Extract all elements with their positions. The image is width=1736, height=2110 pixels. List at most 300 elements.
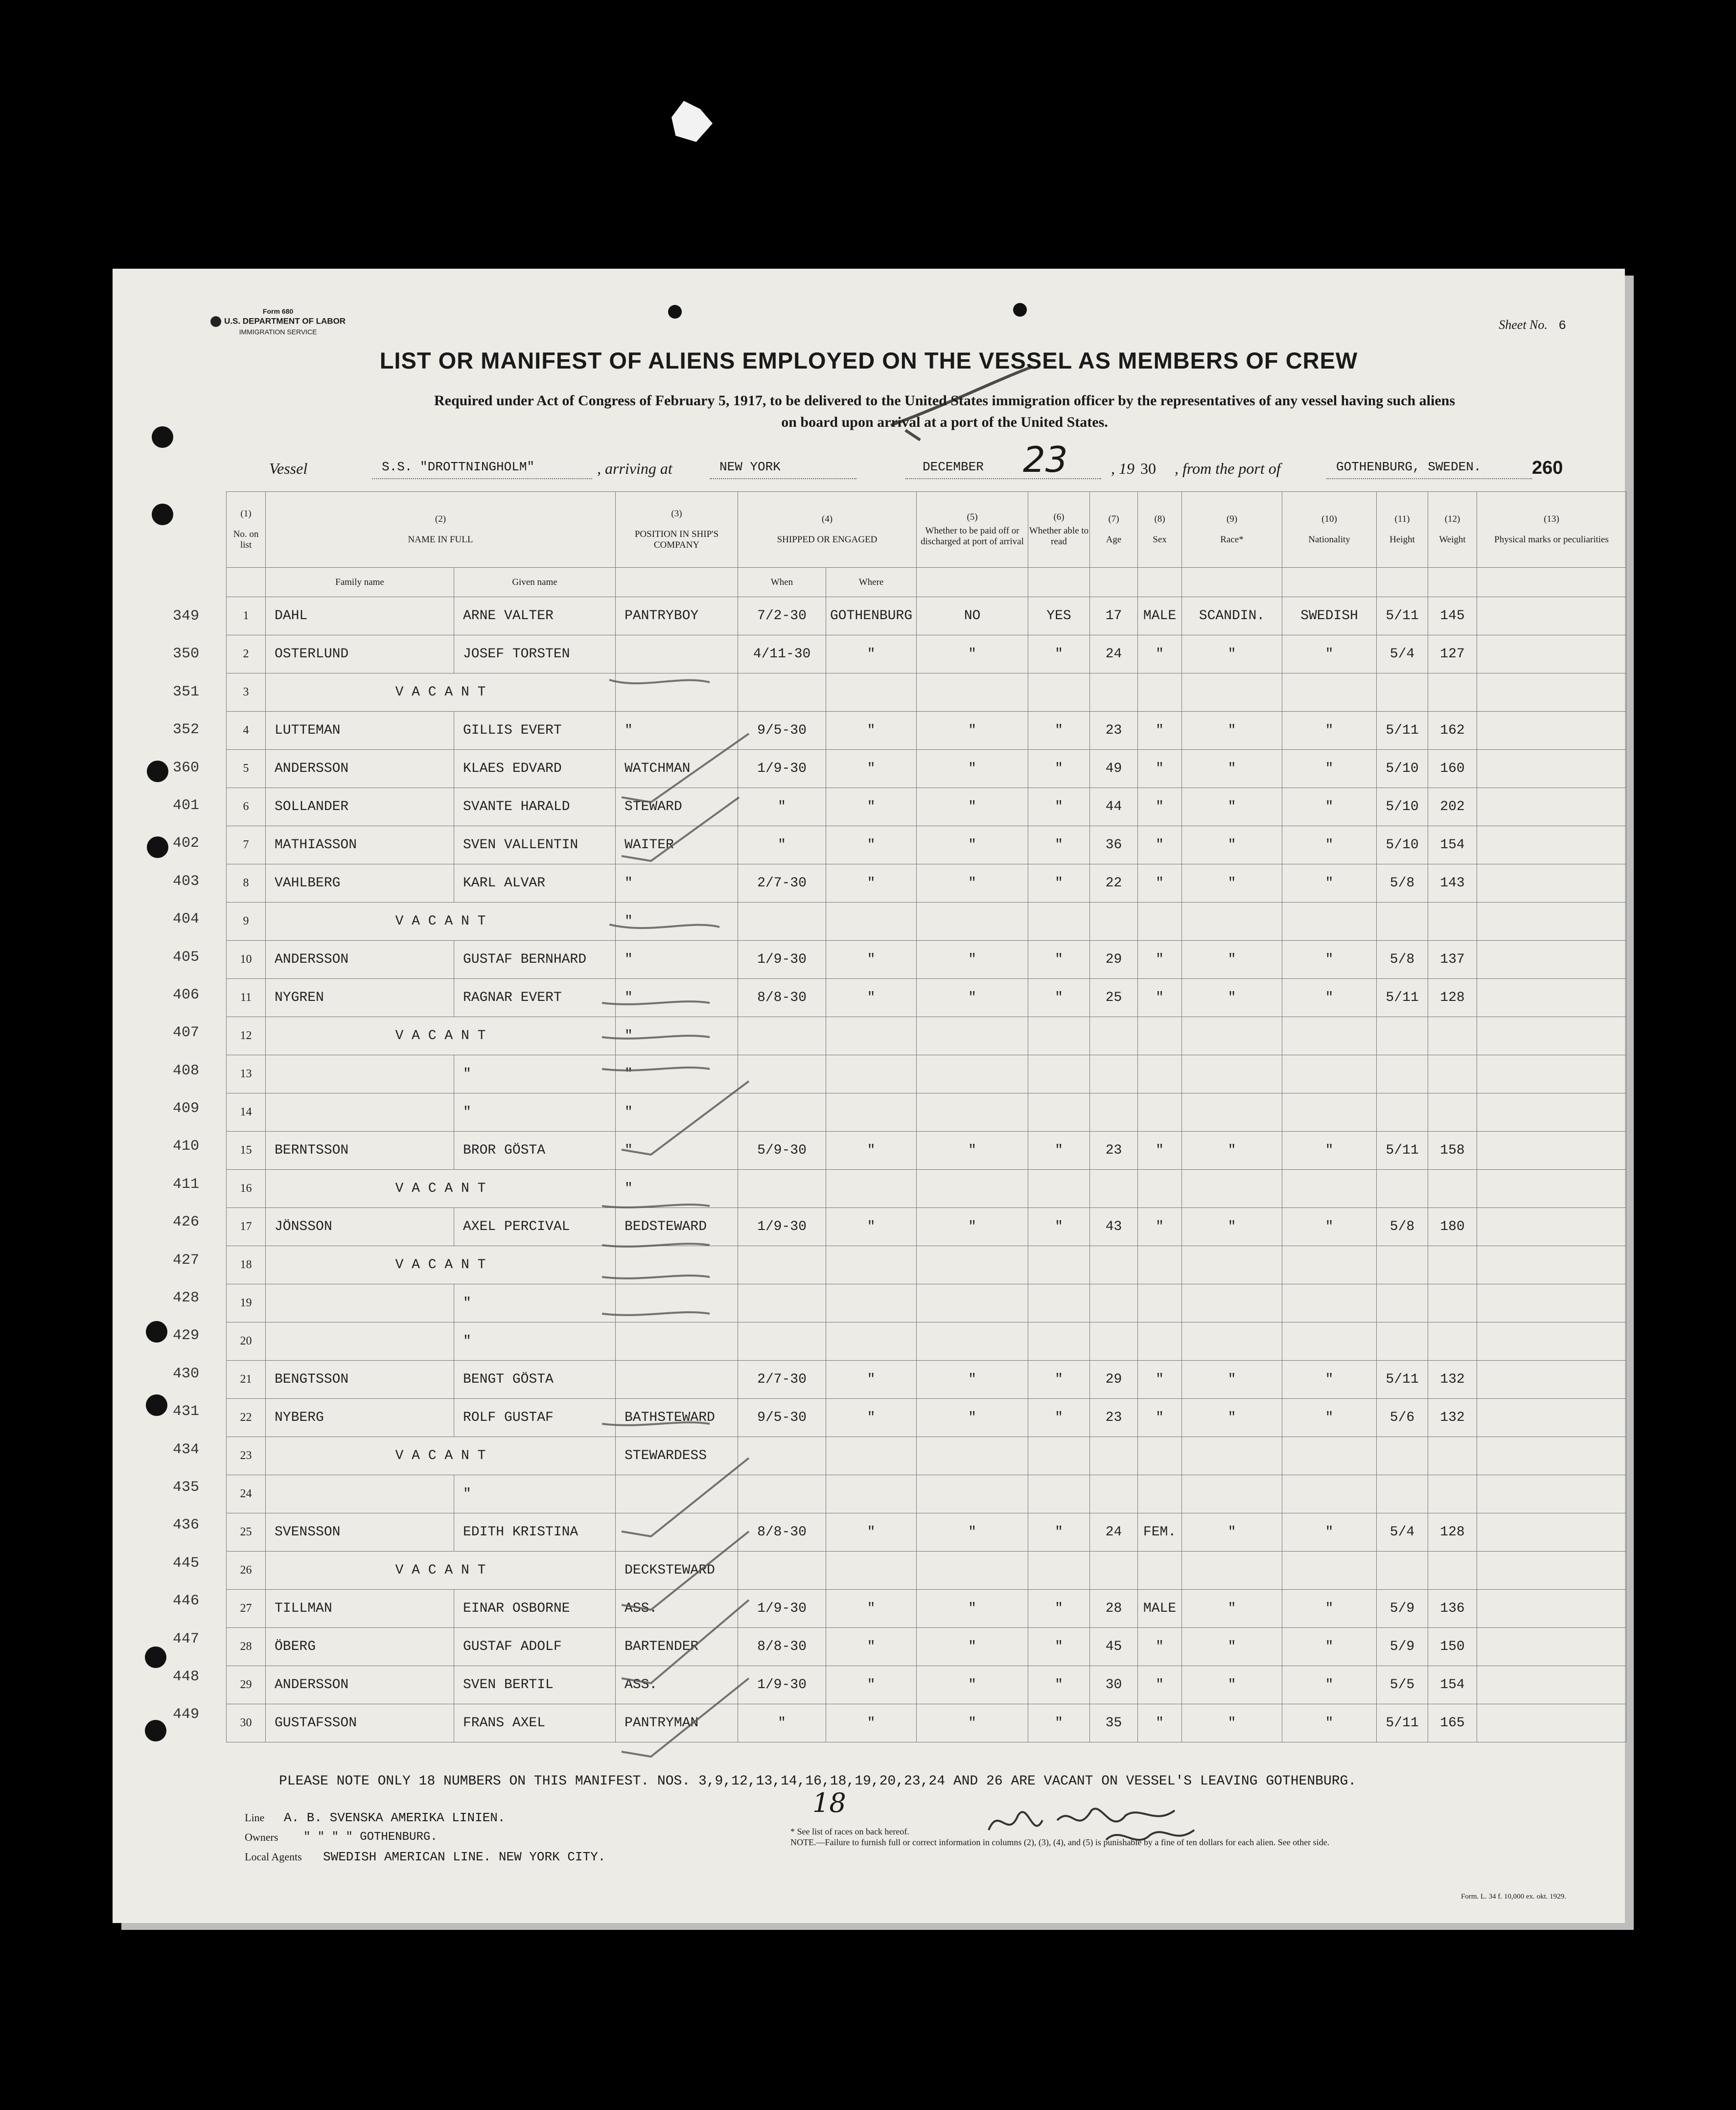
cell-family: BERNTSSON: [266, 1132, 454, 1170]
cell-when: 8/8-30: [738, 1513, 826, 1552]
cell-marks: [1477, 864, 1626, 903]
cell-race: ": [1182, 1208, 1282, 1246]
cell-marks: [1477, 1437, 1626, 1475]
left-margin-number: 428: [172, 1290, 199, 1307]
cell-where: [826, 1170, 917, 1208]
cell-where: ": [826, 864, 917, 903]
cell-sex: [1138, 673, 1182, 712]
cell-paid: ": [917, 712, 1028, 750]
col-header-paid-off: (5) Whether to be paid off or discharged at port of arrival: [917, 492, 1028, 568]
cell-where: ": [826, 826, 917, 864]
cell-given: ": [454, 1322, 616, 1361]
cell-position: ASS.: [616, 1590, 738, 1628]
cell-position: ": [616, 1093, 738, 1132]
row-number: 18: [227, 1246, 266, 1284]
cell-race: [1182, 673, 1282, 712]
cell-family: NYBERG: [266, 1399, 454, 1437]
cell-paid: ": [917, 635, 1028, 673]
cell-position: PANTRYBOY: [616, 597, 738, 635]
cell-age: [1090, 1284, 1138, 1322]
cell-paid: [917, 903, 1028, 941]
cell-weight: 137: [1428, 941, 1477, 979]
cell-marks: [1477, 826, 1626, 864]
cell-where: [826, 1552, 917, 1590]
left-margin-number: 360: [172, 759, 199, 776]
cell-paid: ": [917, 1361, 1028, 1399]
col-header-shipped: (4) SHIPPED OR ENGAGED: [738, 492, 917, 568]
table-row: [227, 673, 1626, 712]
vacant-entry: V A C A N T: [266, 903, 616, 941]
owners-value: " " " " GOTHENBURG.: [303, 1831, 438, 1844]
cell-family: BENGTSSON: [266, 1361, 454, 1399]
cell-marks: [1477, 1284, 1626, 1322]
cell-given: SVANTE HARALD: [454, 788, 616, 826]
cell-paid: [917, 1093, 1028, 1132]
cell-when: 2/7-30: [738, 864, 826, 903]
cell-nationality: SWEDISH: [1282, 597, 1377, 635]
cell-where: [826, 1093, 917, 1132]
cell-weight: 132: [1428, 1361, 1477, 1399]
cell-marks: [1477, 1322, 1626, 1361]
cell-position: DECKSTEWARD: [616, 1552, 738, 1590]
cell-race: [1182, 1017, 1282, 1055]
cell-nationality: ": [1282, 1513, 1377, 1552]
department-header: [210, 307, 346, 337]
col-header-age: (7) Age: [1090, 492, 1138, 568]
row-number: 14: [227, 1093, 266, 1132]
left-margin-number: 401: [172, 797, 199, 814]
cell-family: [266, 1055, 454, 1093]
cell-marks: [1477, 1208, 1626, 1246]
col-header-when: When: [738, 568, 826, 597]
cell-when: ": [738, 788, 826, 826]
cell-sex: MALE: [1138, 1590, 1182, 1628]
cell-age: 25: [1090, 979, 1138, 1017]
cell-given: FRANS AXEL: [454, 1704, 616, 1742]
cell-family: [266, 1093, 454, 1132]
cell-position: STEWARD: [616, 788, 738, 826]
cell-where: ": [826, 1704, 917, 1742]
row-number: 24: [227, 1475, 266, 1513]
cell-when: [738, 1284, 826, 1322]
row-number: 4: [227, 712, 266, 750]
cell-given: GILLIS EVERT: [454, 712, 616, 750]
inspector-signature: [979, 1796, 1224, 1855]
agents-label: Local Agents: [245, 1851, 302, 1863]
cell-nationality: ": [1282, 1590, 1377, 1628]
cell-age: 30: [1090, 1666, 1138, 1704]
cell-race: ": [1182, 826, 1282, 864]
cell-age: 24: [1090, 635, 1138, 673]
table-row: [227, 750, 1626, 788]
cell-sex: MALE: [1138, 597, 1182, 635]
cell-race: ": [1182, 1361, 1282, 1399]
subtitle-line-2: on board upon arrival at a port of the United States.: [781, 414, 1108, 430]
cell-position: ": [616, 1170, 738, 1208]
cell-nationality: [1282, 1552, 1377, 1590]
cell-family: NYGREN: [266, 979, 454, 1017]
cell-race: ": [1182, 1628, 1282, 1666]
cell-position: ": [616, 941, 738, 979]
cell-sex: ": [1138, 1361, 1182, 1399]
cell-given: KARL ALVAR: [454, 864, 616, 903]
cell-paid: ": [917, 826, 1028, 864]
cell-family: GUSTAFSSON: [266, 1704, 454, 1742]
cell-sex: ": [1138, 1666, 1182, 1704]
cell-where: ": [826, 712, 917, 750]
cell-race: [1182, 1170, 1282, 1208]
cell-weight: 162: [1428, 712, 1477, 750]
row-number: 26: [227, 1552, 266, 1590]
row-number: 27: [227, 1590, 266, 1628]
cell-height: 5/9: [1377, 1628, 1428, 1666]
cell-family: DAHL: [266, 597, 454, 635]
cell-family: LUTTEMAN: [266, 712, 454, 750]
cell-race: [1182, 1093, 1282, 1132]
cell-read: ": [1028, 750, 1090, 788]
cell-nationality: ": [1282, 1666, 1377, 1704]
cell-weight: 202: [1428, 788, 1477, 826]
arrival-month: DECEMBER: [923, 460, 984, 474]
left-margin-number: 407: [172, 1024, 199, 1042]
cell-given: JOSEF TORSTEN: [454, 635, 616, 673]
left-margin-numbers: [157, 598, 215, 1734]
cell-height: 5/11: [1377, 712, 1428, 750]
cell-paid: ": [917, 1628, 1028, 1666]
cell-sex: ": [1138, 979, 1182, 1017]
cell-when: 1/9-30: [738, 1590, 826, 1628]
cell-weight: [1428, 673, 1477, 712]
cell-position: ": [616, 903, 738, 941]
cell-height: [1377, 1170, 1428, 1208]
cell-nationality: [1282, 1284, 1377, 1322]
cell-when: 4/11-30: [738, 635, 826, 673]
vacant-entry: V A C A N T: [266, 1552, 616, 1590]
cell-marks: [1477, 1628, 1626, 1666]
cell-when: 9/5-30: [738, 712, 826, 750]
cell-height: 5/8: [1377, 941, 1428, 979]
cell-sex: [1138, 1093, 1182, 1132]
cell-position: BARTENDER: [616, 1628, 738, 1666]
cell-marks: [1477, 750, 1626, 788]
cell-read: [1028, 1055, 1090, 1093]
service-name: IMMIGRATION SERVICE: [239, 328, 317, 336]
cell-paid: [917, 1055, 1028, 1093]
cell-read: ": [1028, 1361, 1090, 1399]
cell-height: 5/5: [1377, 1666, 1428, 1704]
year-prefix: , 19: [1111, 460, 1134, 477]
cell-sex: [1138, 903, 1182, 941]
cell-when: 8/8-30: [738, 1628, 826, 1666]
cell-marks: [1477, 1055, 1626, 1093]
cell-weight: 150: [1428, 1628, 1477, 1666]
cell-given: EDITH KRISTINA: [454, 1513, 616, 1552]
cell-height: [1377, 1322, 1428, 1361]
agents-value: SWEDISH AMERICAN LINE. NEW YORK CITY.: [323, 1850, 606, 1864]
vacant-entry: V A C A N T: [266, 1246, 616, 1284]
cell-family: SVENSSON: [266, 1513, 454, 1552]
cell-where: ": [826, 1132, 917, 1170]
cell-where: [826, 903, 917, 941]
cell-weight: [1428, 1246, 1477, 1284]
col-header-given: Given name: [454, 568, 616, 597]
cell-position: WATCHMAN: [616, 750, 738, 788]
cell-read: ": [1028, 1208, 1090, 1246]
cell-given: ": [454, 1093, 616, 1132]
vessel-name: S.S. "DROTTNINGHOLM": [382, 460, 535, 474]
cell-sex: ": [1138, 864, 1182, 903]
cell-read: [1028, 1284, 1090, 1322]
cell-read: [1028, 1093, 1090, 1132]
vessel-label: Vessel: [269, 460, 308, 477]
cell-nationality: [1282, 1170, 1377, 1208]
races-footnote: * See list of races on back hereof.: [790, 1827, 909, 1836]
row-number: 5: [227, 750, 266, 788]
arriving-label: , arriving at: [597, 460, 672, 477]
cell-position: ": [616, 1132, 738, 1170]
col-header-height: (11) Height: [1377, 492, 1428, 568]
cell-family: VAHLBERG: [266, 864, 454, 903]
cell-where: ": [826, 1399, 917, 1437]
left-margin-number: 445: [172, 1554, 199, 1572]
cell-given: AXEL PERCIVAL: [454, 1208, 616, 1246]
cell-read: [1028, 673, 1090, 712]
cell-sex: ": [1138, 1628, 1182, 1666]
cell-paid: ": [917, 864, 1028, 903]
cell-position: PANTRYMAN: [616, 1704, 738, 1742]
cell-where: ": [826, 1666, 917, 1704]
cell-read: ": [1028, 1399, 1090, 1437]
row-number: 19: [227, 1284, 266, 1322]
from-label: , from the port of: [1175, 460, 1281, 477]
cell-race: [1182, 903, 1282, 941]
cell-height: 5/9: [1377, 1590, 1428, 1628]
cell-given: ": [454, 1284, 616, 1322]
cell-marks: [1477, 673, 1626, 712]
cell-when: [738, 1322, 826, 1361]
cell-when: 7/2-30: [738, 597, 826, 635]
handwritten-count: 18: [812, 1787, 846, 1818]
cell-read: ": [1028, 1628, 1090, 1666]
row-number: 15: [227, 1132, 266, 1170]
row-number: 22: [227, 1399, 266, 1437]
cell-sex: [1138, 1475, 1182, 1513]
cell-sex: [1138, 1017, 1182, 1055]
voyage-line: [269, 439, 1610, 480]
cell-family: OSTERLUND: [266, 635, 454, 673]
cell-age: 45: [1090, 1628, 1138, 1666]
cell-age: [1090, 1093, 1138, 1132]
crew-manifest-table: [226, 491, 1626, 1742]
cell-height: [1377, 1437, 1428, 1475]
cell-nationality: ": [1282, 1704, 1377, 1742]
col-header-name: (2) NAME IN FULL: [266, 492, 616, 568]
punch-hole: [152, 504, 173, 525]
cell-weight: 154: [1428, 826, 1477, 864]
cell-age: 23: [1090, 1399, 1138, 1437]
cell-where: [826, 1055, 917, 1093]
row-number: 12: [227, 1017, 266, 1055]
cell-sex: ": [1138, 1704, 1182, 1742]
left-margin-number: 449: [172, 1706, 199, 1723]
cell-marks: [1477, 597, 1626, 635]
cell-position: [616, 1513, 738, 1552]
cell-given: SVEN BERTIL: [454, 1666, 616, 1704]
cell-height: [1377, 673, 1428, 712]
cell-height: 5/10: [1377, 826, 1428, 864]
cell-weight: 154: [1428, 1666, 1477, 1704]
cell-position: [616, 1246, 738, 1284]
vacant-entry: V A C A N T: [266, 1437, 616, 1475]
vacant-entry: V A C A N T: [266, 673, 616, 712]
cell-marks: [1477, 1590, 1626, 1628]
row-number: 28: [227, 1628, 266, 1666]
cell-height: 5/11: [1377, 1704, 1428, 1742]
cell-nationality: [1282, 1055, 1377, 1093]
cell-weight: 143: [1428, 864, 1477, 903]
page-title: LIST OR MANIFEST OF ALIENS EMPLOYED ON THE VESSEL AS MEMBERS OF CREW: [379, 348, 1358, 373]
cell-paid: ": [917, 979, 1028, 1017]
cell-given: RAGNAR EVERT: [454, 979, 616, 1017]
cell-sex: [1138, 1170, 1182, 1208]
cell-marks: [1477, 712, 1626, 750]
cell-marks: [1477, 788, 1626, 826]
vacancy-note: PLEASE NOTE ONLY 18 NUMBERS ON THIS MANIFEST. NOS. 3,9,12,13,14,16,18,19,20,23,24 AND 26 ARE VACANT ON VESSEL'S LEAVING GOTHENBURG.: [279, 1774, 1357, 1789]
cell-weight: [1428, 1055, 1477, 1093]
cell-sex: [1138, 1055, 1182, 1093]
cell-family: SOLLANDER: [266, 788, 454, 826]
table-row: [227, 979, 1626, 1017]
table-row: [227, 1628, 1626, 1666]
cell-marks: [1477, 1704, 1626, 1742]
row-number: 7: [227, 826, 266, 864]
cell-position: STEWARDESS: [616, 1437, 738, 1475]
table-row: [227, 1322, 1626, 1361]
cell-race: ": [1182, 1704, 1282, 1742]
cell-given: BENGT GÖSTA: [454, 1361, 616, 1399]
cell-marks: [1477, 1361, 1626, 1399]
cell-marks: [1477, 1170, 1626, 1208]
punch-hole: [1013, 303, 1027, 317]
cell-age: 17: [1090, 597, 1138, 635]
cell-height: 5/8: [1377, 864, 1428, 903]
cell-weight: 160: [1428, 750, 1477, 788]
cell-height: 5/11: [1377, 1132, 1428, 1170]
cell-given: ": [454, 1475, 616, 1513]
cell-when: 2/7-30: [738, 1361, 826, 1399]
cell-sex: ": [1138, 1399, 1182, 1437]
cell-position: WAITER: [616, 826, 738, 864]
cell-when: [738, 1017, 826, 1055]
cell-read: [1028, 1017, 1090, 1055]
cell-paid: ": [917, 1513, 1028, 1552]
cell-where: [826, 1322, 917, 1361]
cell-race: ": [1182, 979, 1282, 1017]
row-number: 9: [227, 903, 266, 941]
left-margin-number: 404: [172, 911, 199, 928]
cell-age: [1090, 1017, 1138, 1055]
left-margin-number: 350: [172, 646, 199, 663]
cell-race: ": [1182, 1132, 1282, 1170]
page-stamp-number: 260: [1532, 458, 1563, 478]
cell-race: ": [1182, 864, 1282, 903]
col-header-sex: (8) Sex: [1138, 492, 1182, 568]
cell-read: ": [1028, 712, 1090, 750]
cell-age: [1090, 1552, 1138, 1590]
cell-given: KLAES EDVARD: [454, 750, 616, 788]
cell-age: 44: [1090, 788, 1138, 826]
cell-position: [616, 673, 738, 712]
row-number: 1: [227, 597, 266, 635]
cell-when: 5/9-30: [738, 1132, 826, 1170]
cell-weight: 165: [1428, 1704, 1477, 1742]
row-number: 29: [227, 1666, 266, 1704]
cell-family: ÖBERG: [266, 1628, 454, 1666]
col-header-weight: (12) Weight: [1428, 492, 1477, 568]
cell-race: ": [1182, 788, 1282, 826]
cell-marks: [1477, 1513, 1626, 1552]
cell-sex: ": [1138, 788, 1182, 826]
table-row: [227, 788, 1626, 826]
row-number: 17: [227, 1208, 266, 1246]
cell-marks: [1477, 1475, 1626, 1513]
cell-read: ": [1028, 1132, 1090, 1170]
cell-height: [1377, 1055, 1428, 1093]
table-row: [227, 1170, 1626, 1208]
vacant-entry: V A C A N T: [266, 1170, 616, 1208]
col-header-nationality: (10) Nationality: [1282, 492, 1377, 568]
cell-nationality: ": [1282, 1132, 1377, 1170]
penalty-note: NOTE.—Failure to furnish full or correct information in columns (2), (3), (4), and (5) is punishable by a fine of ten dollars for each alien. See other side.: [790, 1837, 1330, 1847]
cell-nationality: ": [1282, 941, 1377, 979]
cell-age: [1090, 903, 1138, 941]
cell-height: [1377, 903, 1428, 941]
cell-position: [616, 1361, 738, 1399]
cell-sex: ": [1138, 750, 1182, 788]
left-margin-number: 429: [172, 1327, 199, 1345]
cell-paid: ": [917, 1666, 1028, 1704]
col-header-family: Family name: [266, 568, 454, 597]
cell-position: [616, 1284, 738, 1322]
cell-marks: [1477, 1093, 1626, 1132]
cell-race: [1182, 1055, 1282, 1093]
cell-when: [738, 903, 826, 941]
cell-when: [738, 1475, 826, 1513]
cell-race: [1182, 1475, 1282, 1513]
cell-nationality: ": [1282, 1361, 1377, 1399]
row-number: 30: [227, 1704, 266, 1742]
cell-sex: [1138, 1246, 1182, 1284]
arrival-day-handwritten: 23: [1023, 439, 1068, 480]
cell-given: ARNE VALTER: [454, 597, 616, 635]
cell-height: 5/4: [1377, 635, 1428, 673]
cell-nationality: ": [1282, 1399, 1377, 1437]
left-margin-number: 352: [172, 721, 199, 739]
cell-race: [1182, 1552, 1282, 1590]
cell-nationality: ": [1282, 635, 1377, 673]
row-number: 6: [227, 788, 266, 826]
table-row: [227, 826, 1626, 864]
cell-nationality: ": [1282, 1208, 1377, 1246]
cell-where: ": [826, 1628, 917, 1666]
table-row: [227, 597, 1626, 635]
table-row: [227, 1093, 1626, 1132]
table-row: [227, 1437, 1626, 1475]
table-row: [227, 1513, 1626, 1552]
cell-where: [826, 1475, 917, 1513]
table-row: [227, 1475, 1626, 1513]
cell-age: [1090, 1170, 1138, 1208]
